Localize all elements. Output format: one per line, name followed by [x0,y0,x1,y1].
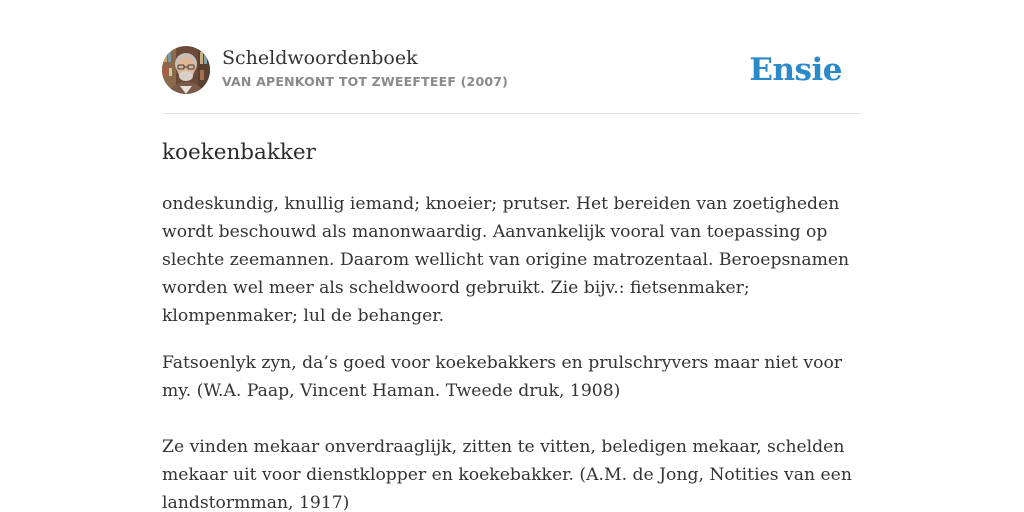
ensie-logo-link[interactable]: Ensie [749,52,842,88]
book-subtitle: VAN APENKONT TOT ZWEEFTEEF (2007) [222,74,509,89]
entry-definition: ondeskundig, knullig iemand; knoeier; prutser. Het bereiden van zoetigheden wordt beschouwd als manonwaardig. Aanvankelijk vooral van toepassing op slechte zeemannen. Daarom wellicht van origine matrozentaal. Beroepsnamen worden wel meer als scheldwoord gebruikt. Zie bijv.: fietsenmaker; klompenmaker; lul de behanger. [162,194,850,326]
author-avatar[interactable] [162,46,210,94]
book-header [162,46,862,96]
example-quote: Ze vinden mekaar onverdraaglijk, zitten te vitten, beledigen mekaar, schelden mekaar uit voor dienstklopper en koekebakker. (A.M. de Jong, Notities van een landstormman, 1917) [162,437,852,512]
page [162,0,862,512]
book-title[interactable]: Scheldwoordenboek [222,47,418,69]
author-portrait-icon [162,46,210,94]
example-quote: Fatsoenlyk zyn, da’s goed voor koekebakkers en prulschryvers maar niet voor my. (W.A. Paap, Vincent Haman. Tweede druk, 1908) [162,353,843,401]
entry-term: koekenbakker [162,140,316,165]
header-divider [162,113,862,114]
